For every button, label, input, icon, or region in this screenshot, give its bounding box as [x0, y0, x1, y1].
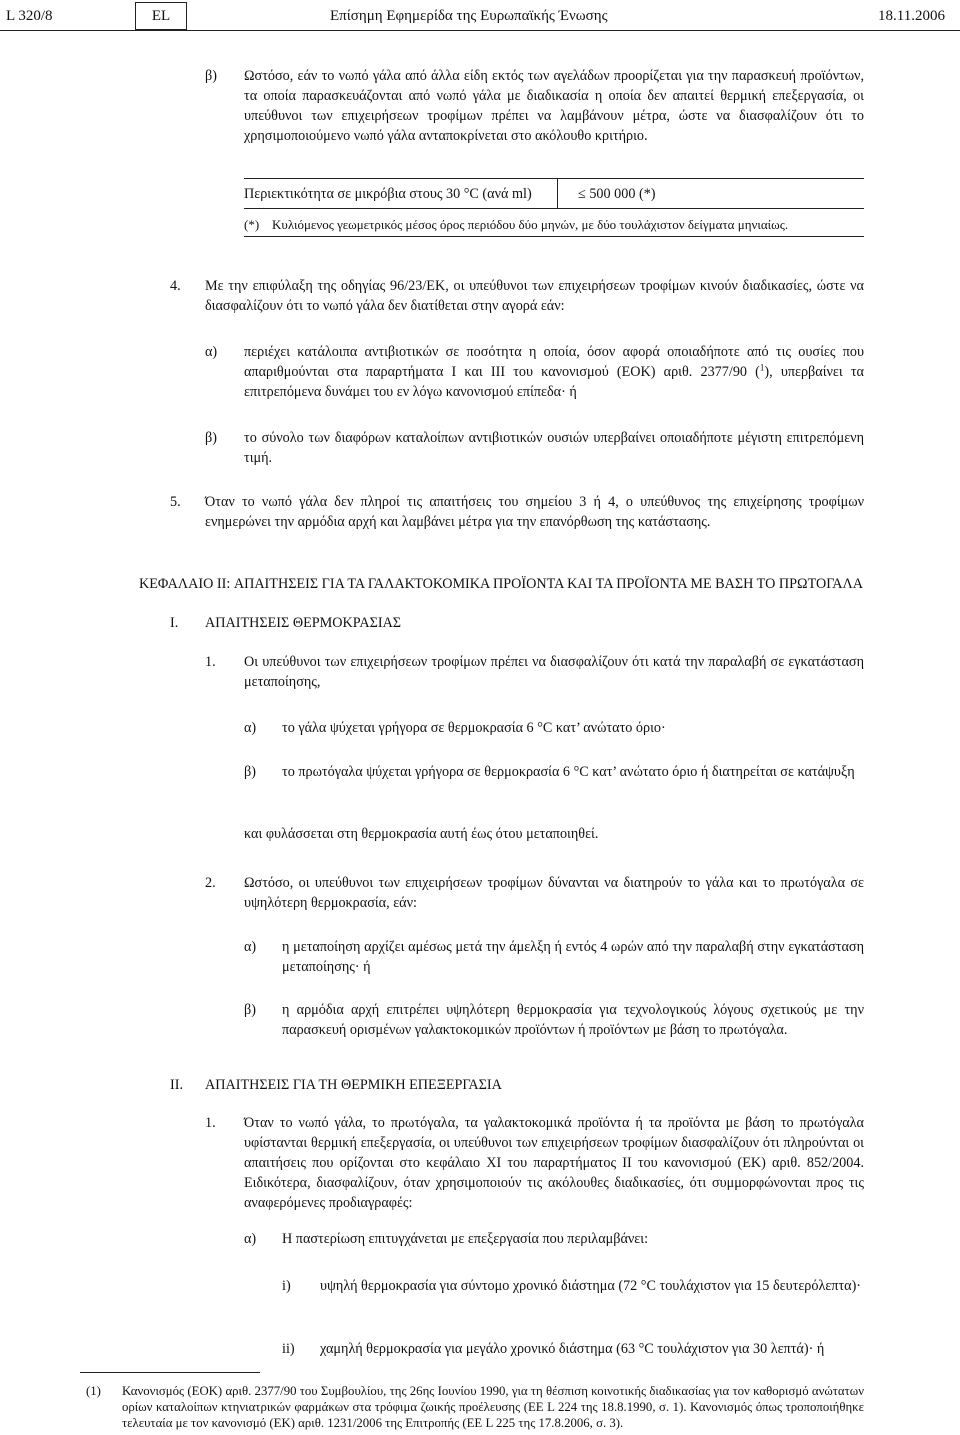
section-number: II. [170, 1077, 183, 1093]
paragraph [244, 342, 864, 402]
item-label: α) [244, 939, 257, 955]
paragraph: Όταν το νωπό γάλα, το πρωτόγαλα, τα γαλακτοκομικά προϊόντα ή τα προϊόντα με βάση το πρωτόγαλα υφίστανται θερμική επεξεργασία, οι υπεύθυνοι των επιχειρήσεων τροφίμων διασφαλίζουν ότι πληρούνται οι απαιτήσεις που ορίζονται στο κεφάλαιο XI του παραρτήματος II του κανονισμού (ΕΚ) αριθ. 852/2004. Ειδικότερα, διασφαλίζουν, όταν χρησιμοποιούν τις ακόλουθες διαδικασίες, ότι συμμορφώνονται προς τις αναφερόμενες προδιαγραφές: [244, 1115, 864, 1211]
item-label: β) [205, 68, 217, 84]
footnote-ref: 1 [759, 362, 765, 373]
table-divider [557, 178, 558, 208]
table-bottom-rule [244, 236, 864, 237]
paragraph: Ωστόσο, οι υπεύθυνοι των επιχειρήσεων τροφίμων δύνανται να διατηρούν το γάλα και το πρωτόγαλα σε υψηλότερη θερμοκρασία, εάν: [244, 875, 864, 911]
paragraph: υψηλή θερμοκρασία για σύντομο χρονικό διάστημα (72 °C τουλάχιστον για 15 δευτερόλεπτα)· [320, 1278, 862, 1294]
paragraph: το πρωτόγαλα ψύχεται γρήγορα σε θερμοκρασία 6 °C κατ’ ανώτατο όριο ή διατηρείται σε κατάψυξη [282, 764, 855, 780]
section-title: ΑΠΑΙΤΗΣΕΙΣ ΘΕΡΜΟΚΡΑΣΙΑΣ [205, 615, 402, 631]
paragraph-part: περιέχει κατάλοιπα αντιβιοτικών σε ποσότητα η οποία, όσον αφορά οποιαδήποτε από τις ουσίες που απαριθμούνται στα παραρτήματα I και III του κανονισμού (ΕΟΚ) αριθ. 2377/90 ( [244, 344, 864, 380]
section-title: ΑΠΑΙΤΗΣΕΙΣ ΓΙΑ ΤΗ ΘΕΡΜΙΚΗ ΕΠΕΞΕΡΓΑΣΙΑ [205, 1077, 502, 1093]
point-number: 5. [170, 494, 181, 510]
point-number: 1. [205, 1115, 216, 1131]
criterion-value: ≤ 500 000 (*) [578, 186, 656, 202]
paragraph-part: ), υπερβαίνει τα επιτρεπόμενα δυνάμει του εν λόγω κανονισμού επίπεδα· ή [244, 364, 864, 400]
paragraph: χαμηλή θερμοκρασία για μεγάλο χρονικό διάστημα (63 °C τουλάχιστον για 30 λεπτά)· ή [320, 1341, 825, 1357]
item-label: ii) [282, 1341, 295, 1357]
item-label: β) [244, 1002, 256, 1018]
paragraph: το γάλα ψύχεται γρήγορα σε θερμοκρασία 6 °C κατ’ ανώτατο όριο· [282, 720, 666, 736]
footnote-mark: (1) [86, 1384, 101, 1398]
header-rule [0, 30, 960, 31]
item-label: β) [244, 764, 256, 780]
footnote-rule [80, 1372, 260, 1373]
point-number: 4. [170, 278, 181, 294]
item-label: α) [244, 720, 257, 736]
item-label: α) [244, 1231, 257, 1247]
paragraph: η μεταποίηση αρχίζει αμέσως μετά την άμελξη ή εντός 4 ωρών από την παραλαβή στην εγκατάσταση μεταποίησης· ή [282, 939, 864, 975]
paragraph: Οι υπεύθυνοι των επιχειρήσεων τροφίμων πρέπει να διασφαλίζουν ότι κατά την παραλαβή σε εγκατάσταση μεταποίησης, [244, 654, 864, 690]
paragraph: η αρμόδια αρχή επιτρέπει υψηλότερη θερμοκρασία για τεχνολογικούς λόγους σχετικούς με την παρασκευή ορισμένων γαλακτοκομικών προϊόντων ή προϊόντων με βάση το πρωτόγαλα. [282, 1002, 864, 1038]
table-note-mark: (*) [244, 217, 260, 232]
chapter-title: ΚΕΦΑΛΑΙΟ II: ΑΠΑΙΤΗΣΕΙΣ ΓΙΑ ΤΑ ΓΑΛΑΚΤΟΚΟΜΙΚΑ ΠΡΟΪΟΝΤΑ ΚΑΙ ΤΑ ΠΡΟΪΟΝΤΑ ΜΕ ΒΑΣΗ ΤΟ ΠΡΩΤΟΓΑΛΑ [138, 576, 864, 592]
item-label: α) [205, 344, 218, 360]
language-badge: EL [135, 2, 187, 30]
item-label: i) [282, 1278, 291, 1294]
footnote-text: Κανονισμός (ΕΟΚ) αριθ. 2377/90 του Συμβουλίου, της 26ης Ιουνίου 1990, για τη θέσπιση κοινοτικής διαδικασίας για τον καθορισμό ανώτατων ορίων καταλοίπων κτηνιατρικών φαρμάκων στα τρόφιμα ζωικής προέλευσης (ΕΕ L 224 της 18.8.1990, σ. 1). Κανονισμός όπως τροποποιήθηκε τελευταία με τον κανονισμό (ΕΚ) αριθ. 1231/2006 της Επιτροπής (ΕΕ L 225 της 17.8.2006, σ. 3). [122, 1384, 864, 1430]
paragraph: Με την επιφύλαξη της οδηγίας 96/23/ΕΚ, οι υπεύθυνοι των επιχειρήσεων τροφίμων κινούν διαδικασίες, ώστε να διασφαλίζουν ότι το νωπό γάλα δεν διατίθεται στην αγορά εάν: [205, 278, 864, 314]
page-reference: L 320/8 [6, 8, 53, 24]
criterion-label: Περιεκτικότητα σε μικρόβια στους 30 °C (ανά ml) [244, 186, 532, 202]
section-number: I. [170, 615, 179, 631]
journal-title: Επίσημη Εφημερίδα της Ευρωπαϊκής Ένωσης [330, 8, 608, 24]
table-mid-rule [244, 208, 864, 209]
item-label: β) [205, 430, 217, 446]
paragraph: το σύνολο των διαφόρων καταλοίπων αντιβιοτικών ουσιών υπερβαίνει οποιαδήποτε μέγιστη επιτρεπόμενη τιμή. [244, 430, 864, 466]
table-top-rule [244, 178, 864, 179]
point-number: 2. [205, 875, 216, 891]
paragraph: Όταν το νωπό γάλα δεν πληροί τις απαιτήσεις του σημείου 3 ή 4, ο υπεύθυνος της επιχείρησης τροφίμων ενημερώνει την αρμόδια αρχή και λαμβάνει μέτρα για την επανόρθωση της κατάστασης. [205, 494, 864, 530]
point-number: 1. [205, 654, 216, 670]
publication-date: 18.11.2006 [878, 8, 945, 24]
table-note: Κυλιόμενος γεωμετρικός μέσος όρος περιόδου δύο μηνών, με δύο τουλάχιστον δείγματα μηνιαίως. [272, 217, 789, 232]
paragraph: Ωστόσο, εάν το νωπό γάλα από άλλα είδη εκτός των αγελάδων προορίζεται για την παρασκευή προϊόντων, τα οποία παρασκευάζονται από νωπό γάλα με διαδικασία η οποία δεν απαιτεί θερμική επεξεργασία, οι υπεύθυνοι των επιχειρήσεων τροφίμων πρέπει να λαμβάνουν μέτρα, ώστε να διασφαλίζουν ότι το χρησιμοποιούμενο νωπό γάλα ανταποκρίνεται στο ακόλουθο κριτήριο. [244, 68, 864, 144]
paragraph: και φυλάσσεται στη θερμοκρασία αυτή έως ότου μεταποιηθεί. [244, 826, 599, 842]
paragraph: Η παστερίωση επιτυγχάνεται με επεξεργασία που περιλαμβάνει: [282, 1231, 649, 1247]
